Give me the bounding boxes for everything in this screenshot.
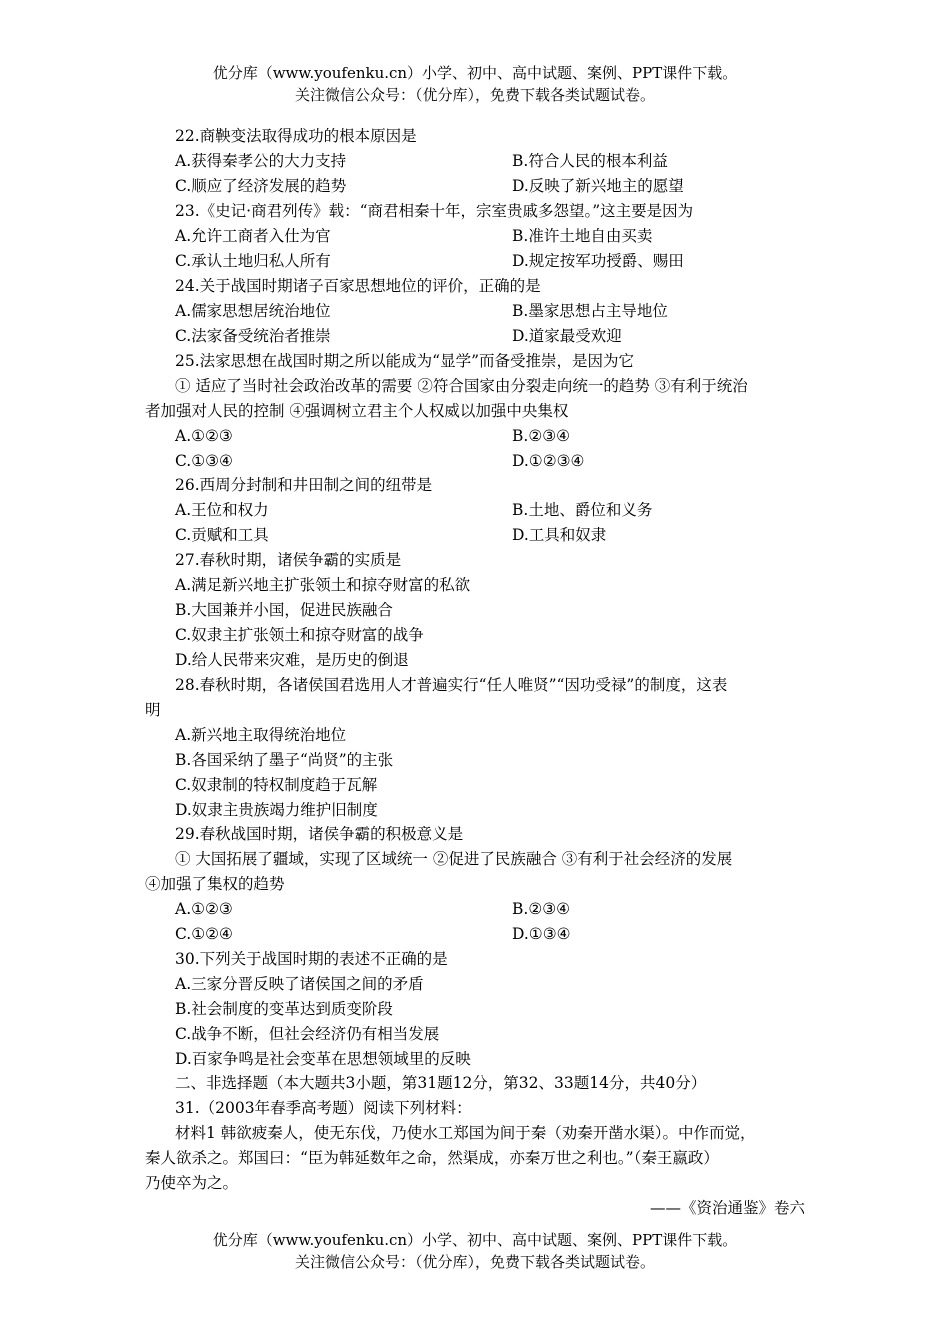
q26-option-c: C.贡赋和工具	[175, 526, 269, 544]
q22-option-c: C.顺应了经济发展的趋势	[175, 177, 347, 195]
q28-stem-line-1: 28.春秋时期，各诸侯国君选用人才普遍实行“任人唯贤”“因功受禄”的制度，这表	[175, 676, 728, 694]
q27-option-a: A.满足新兴地主扩张领土和掠夺财富的私欲	[175, 576, 471, 594]
q23-option-c: C.承认土地归私人所有	[175, 252, 331, 270]
q23-option-b: B.准许土地自由买卖	[512, 227, 653, 245]
q30-stem: 30.下列关于战国时期的表述不正确的是	[175, 950, 448, 968]
q29-option-b: B.②③④	[512, 900, 571, 918]
q22-stem: 22.商鞅变法取得成功的根本原因是	[175, 127, 417, 145]
q25-statements-line-1: ① 适应了当时社会政治改革的需要 ②符合国家由分裂走向统一的趋势 ③有利于统治	[175, 377, 748, 395]
q31-material-1-line-3: 乃使卒为之。	[145, 1174, 239, 1192]
q24-stem: 24.关于战国时期诸子百家思想地位的评价，正确的是	[175, 277, 541, 295]
q28-option-b: B.各国采纳了墨子“尚贤”的主张	[175, 751, 394, 769]
q26-option-a: A.王位和权力	[175, 501, 269, 519]
footer-line-1: 优分库（www.youfenku.cn）小学、初中、高中试题、案例、PPT课件下载。	[212, 1231, 738, 1249]
q23-option-d: D.规定按军功授爵、赐田	[512, 252, 684, 270]
q24-option-a: A.儒家思想居统治地位	[175, 302, 331, 320]
q29-statements-line-2: ④加强了集权的趋势	[145, 875, 285, 893]
q30-option-d: D.百家争鸣是社会变革在思想领域里的反映	[175, 1050, 471, 1068]
q25-stem: 25.法家思想在战国时期之所以能成为“显学”而备受推崇，是因为它	[175, 352, 635, 370]
q25-option-a: A.①②③	[175, 427, 233, 445]
footer-line-2: 关注微信公众号：（优分库），免费下载各类试题试卷。	[294, 1253, 655, 1271]
q27-stem: 27.春秋时期，诸侯争霸的实质是	[175, 551, 402, 569]
q25-option-b: B.②③④	[512, 427, 571, 445]
q27-option-d: D.给人民带来灾难，是历史的倒退	[175, 651, 409, 669]
q26-option-d: D.工具和奴隶	[512, 526, 607, 544]
q23-option-a: A.允许工商者入仕为官	[175, 227, 331, 245]
q23-stem: 23.《史记·商君列传》载：“商君相秦十年，宗室贵戚多怨望。”这主要是因为	[175, 202, 694, 220]
q30-option-b: B.社会制度的变革达到质变阶段	[175, 1000, 393, 1018]
q22-option-a: A.获得秦孝公的大力支持	[175, 152, 347, 170]
q29-option-d: D.①③④	[512, 925, 571, 943]
q28-option-d: D.奴隶主贵族竭力维护旧制度	[175, 801, 378, 819]
q24-option-c: C.法家备受统治者推崇	[175, 327, 331, 345]
section-2-title: 二、非选择题（本大题共3小题，第31题12分，第32、33题14分，共40分）	[175, 1074, 707, 1092]
q29-stem: 29.春秋战国时期，诸侯争霸的积极意义是	[175, 825, 464, 843]
q27-option-b: B.大国兼并小国，促进民族融合	[175, 601, 393, 619]
q28-stem-line-2: 明	[145, 701, 161, 719]
q28-option-a: A.新兴地主取得统治地位	[175, 726, 347, 744]
q31-material-1-line-2: 秦人欲杀之。郑国曰：“臣为韩延数年之命，然渠成，亦秦万世之利也。”（秦王嬴政）	[145, 1149, 719, 1167]
header-line-1: 优分库（www.youfenku.cn）小学、初中、高中试题、案例、PPT课件下载。	[212, 64, 738, 82]
q25-statements-line-2: 者加强对人民的控制 ④强调树立君主个人权威以加强中央集权	[145, 402, 569, 420]
q29-option-c: C.①②④	[175, 925, 233, 943]
q31-stem: 31.（2003年春季高考题）阅读下列材料：	[175, 1099, 472, 1117]
q28-option-c: C.奴隶制的特权制度趋于瓦解	[175, 776, 378, 794]
q29-option-a: A.①②③	[175, 900, 233, 918]
q29-statements-line-1: ① 大国拓展了疆域，实现了区域统一 ②促进了民族融合 ③有利于社会经济的发展	[175, 850, 733, 868]
q25-option-c: C.①③④	[175, 452, 233, 470]
q26-stem: 26.西周分封制和井田制之间的纽带是	[175, 476, 433, 494]
q26-option-b: B.土地、爵位和义务	[512, 501, 653, 519]
header-line-2: 关注微信公众号：（优分库），免费下载各类试题试卷。	[294, 86, 655, 104]
q24-option-b: B.墨家思想占主导地位	[512, 302, 668, 320]
q31-material-1-line-1: 材料1 韩欲疲秦人，使无东伐，乃使水工郑国为间于秦（劝秦开凿水渠）。中作而觉，	[175, 1124, 756, 1142]
q22-option-d: D.反映了新兴地主的愿望	[512, 177, 684, 195]
q30-option-a: A.三家分晋反映了诸侯国之间的矛盾	[175, 975, 424, 993]
q30-option-c: C.战争不断，但社会经济仍有相当发展	[175, 1025, 440, 1043]
q27-option-c: C.奴隶主扩张领土和掠夺财富的战争	[175, 626, 424, 644]
q25-option-d: D.①②③④	[512, 452, 585, 470]
q24-option-d: D.道家最受欢迎	[512, 327, 622, 345]
q31-source-citation: ——《资治通鉴》卷六	[649, 1199, 805, 1217]
q22-option-b: B.符合人民的根本利益	[512, 152, 668, 170]
